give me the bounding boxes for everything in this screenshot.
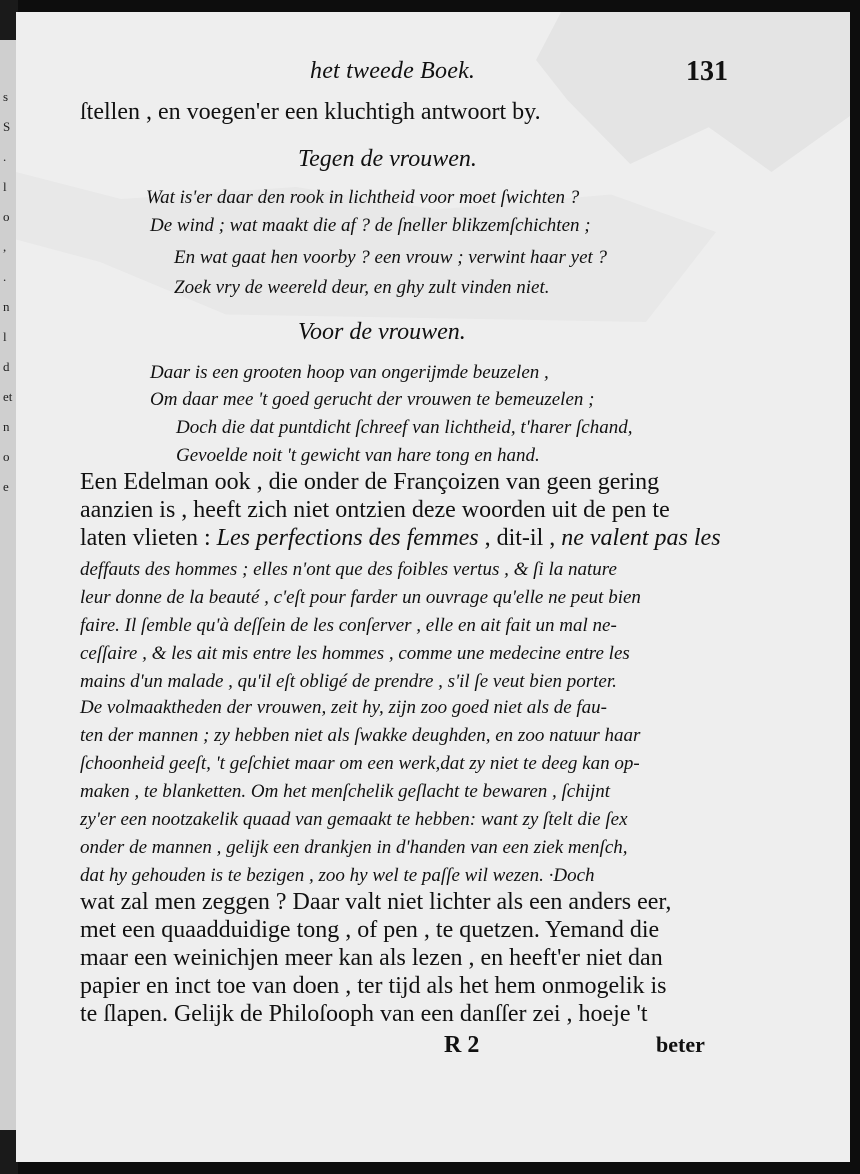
previous-page-char: et xyxy=(3,389,13,404)
text-line xyxy=(174,244,607,272)
text-line xyxy=(80,916,659,944)
text-run: Daar is een grooten hoop van ongerijmde beuzelen , xyxy=(150,362,549,383)
text-line xyxy=(176,414,632,442)
text-line xyxy=(80,834,628,862)
text-run: wat zal men zeggen ? Daar valt niet lichter als een anders eer, xyxy=(80,889,672,915)
text-run: te ſlapen. Gelijk de Philoſooph van een danſſer zei , hoeje 't xyxy=(80,1001,648,1027)
text-run: ·Doch xyxy=(548,865,595,886)
previous-page-char: s xyxy=(3,89,9,104)
text-run: laten vlieten : xyxy=(80,525,217,551)
book-page xyxy=(16,12,850,1162)
text-run: Voor de vrouwen. xyxy=(298,319,466,345)
previous-page-char: , xyxy=(3,239,7,254)
text-line xyxy=(80,524,721,552)
text-run: De wind ; wat maakt die af ? de ſneller blikzemſchichten ; xyxy=(150,215,591,236)
text-line xyxy=(80,722,640,750)
text-run: Wat is'er daar den rook in lichtheid voor moet ſwichten ? xyxy=(146,187,580,208)
previous-page-char: S xyxy=(3,119,11,134)
text-run: , dit-il , xyxy=(478,525,562,551)
text-line xyxy=(80,584,641,612)
running-head: het tweede Boek. xyxy=(310,58,476,84)
text-run: Les perfections des femmes xyxy=(216,525,479,551)
signature-mark: R 2 xyxy=(444,1032,480,1058)
text-run: ten der mannen ; zy hebben niet als ſwakke deughden, en zoo natuur haar xyxy=(80,725,641,746)
text-run: Zoek vry de weereld deur, en ghy zult vinden niet. xyxy=(174,277,550,298)
text-run: mains d'un malade , qu'il eſt obligé de prendre , s'il ſe veut bien porter. xyxy=(80,671,617,692)
text-run: ſtellen , en voegen'er een kluchtigh antwoort by. xyxy=(80,99,541,125)
text-line xyxy=(80,888,671,916)
previous-page-char: l xyxy=(3,329,7,344)
text-run: onder de mannen , gelijk een drankjen in d'handen van een ziek menſch, xyxy=(80,837,628,858)
previous-page-char: o xyxy=(3,449,10,464)
text-run: Tegen de vrouwen. xyxy=(298,146,477,172)
text-line xyxy=(298,318,466,346)
previous-page-char: o xyxy=(3,209,10,224)
page-number: 131 xyxy=(686,56,728,87)
text-line xyxy=(80,98,541,126)
text-line xyxy=(298,145,477,173)
text-run: Om daar mee 't goed gerucht der vrouwen te bemeuzelen ; xyxy=(150,389,595,410)
text-run: dat hy gehouden is te bezigen , zoo hy wel te paſſe wil wezen. xyxy=(80,865,549,886)
text-line xyxy=(80,944,663,972)
text-line xyxy=(150,359,549,387)
text-run: aanzien is , heeft zich niet ontzien deze woorden uit de pen te xyxy=(80,497,670,523)
previous-page-char: . xyxy=(3,269,7,284)
text-line xyxy=(80,778,610,806)
text-run: zy'er een nootzakelik quaad van gemaakt te hebben: want zy ſtelt die ſex xyxy=(80,809,628,830)
text-run: faire. Il ſemble qu'à deſſein de les conſerver , elle en ait fait un mal ne- xyxy=(80,615,617,636)
text-run: deffauts des hommes ; elles n'ont que des foibles vertus , & ſi la nature xyxy=(80,559,617,580)
text-run: zeit hy, xyxy=(330,697,389,718)
text-line xyxy=(150,212,591,240)
text-run: Doch die dat puntdicht ſchreef van lichtheid, t'harer ſchand, xyxy=(176,417,633,438)
text-line xyxy=(80,612,617,640)
text-line xyxy=(80,640,630,668)
text-run: Een Edelman ook , die onder de Françoizen van geen gering xyxy=(80,469,660,495)
text-run: leur donne de la beauté , c'eſt pour farder un ouvrage qu'elle ne peut bien xyxy=(80,587,641,608)
text-line xyxy=(146,184,579,212)
text-line xyxy=(80,750,640,778)
previous-page-char: . xyxy=(3,149,7,164)
text-run: maken , te blanketten. Om het menſchelik geſlacht te bewaren , ſchijnt xyxy=(80,781,611,802)
text-run: met een quaadduidige tong , of pen , te quetzen. Yemand die xyxy=(80,917,660,943)
page-tear-top xyxy=(536,12,850,172)
text-run: papier en inct toe van doen , ter tijd als het hem onmogelik is xyxy=(80,973,667,999)
text-line xyxy=(80,1000,647,1028)
previous-page-edge xyxy=(0,40,16,1130)
text-line xyxy=(80,556,617,584)
text-run: ſchoonheid geeſt, 't geſchiet maar om een werk,dat zy niet te deeg kan op- xyxy=(80,753,640,774)
previous-page-char: l xyxy=(3,179,7,194)
text-line xyxy=(80,806,628,834)
text-line xyxy=(150,386,594,414)
previous-page-char: d xyxy=(3,359,10,374)
text-run: En wat gaat hen voorby ? een vrouw ; verwint haar yet ? xyxy=(174,247,608,268)
text-line xyxy=(80,862,595,890)
catchword: beter xyxy=(656,1032,705,1057)
text-line xyxy=(174,274,550,302)
text-run: ceſſaire , & les ait mis entre les hommes , comme une medecine entre les xyxy=(80,643,630,664)
text-run: Gevoelde noit 't gewicht van hare tong en hand. xyxy=(176,445,540,466)
text-line xyxy=(80,496,670,524)
text-line xyxy=(80,668,617,696)
text-run: ne valent pas les xyxy=(561,525,721,551)
text-line xyxy=(80,694,607,722)
previous-page-char: n xyxy=(3,299,10,314)
text-run: zijn zoo goed niet als de fau- xyxy=(388,697,607,718)
text-run: maar een weinichjen meer kan als lezen , en heeft'er niet dan xyxy=(80,945,663,971)
text-line xyxy=(176,442,540,470)
previous-page-char: e xyxy=(3,479,9,494)
previous-page-char: n xyxy=(3,419,10,434)
text-line xyxy=(80,468,659,496)
text-run: De volmaaktheden der vrouwen, xyxy=(80,697,331,718)
text-line xyxy=(80,972,667,1000)
